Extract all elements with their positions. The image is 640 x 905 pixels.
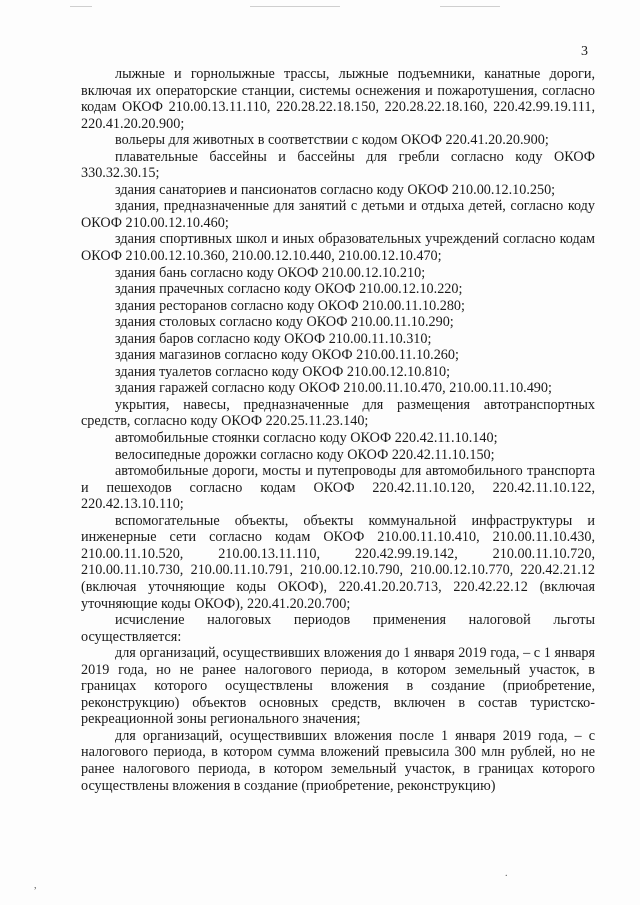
paragraph-parking: автомобильные стоянки согласно коду ОКОФ 220.42.11.10.140; — [115, 430, 498, 447]
paragraph-animal-enclosures: вольеры для животных в соответствии с кодом ОКОФ 220.41.20.20.900; — [115, 132, 549, 149]
paragraph-after-2019: для организаций, осуществивших вложения после 1 января 2019 года, – с налогового периода, в котором сумма вложений превысила 300 млн рублей, но не ранее налогового периода, в котором земельный участок, в границах которого осуществлены вложения в создание (приобретение, реконструкцию) — [81, 727, 595, 794]
paragraph-toilets: здания туалетов согласно коду ОКОФ 210.00.12.10.810; — [115, 363, 451, 380]
paragraph-laundries: здания прачечных согласно коду ОКОФ 210.00.12.10.220; — [115, 281, 463, 298]
paragraph-auxiliary-objects: вспомогательные объекты, объекты коммунальной инфраструктуры и инженерные сети согласно кодам ОКОФ 210.00.11.10.410, 210.00.11.10.430, 210.00.11.10.520, 210.00.13.11.110, 220.42.99.19.142, 210.00.11.10.720, 210.00.11.10.730, 210.00.11.10.791, 210.00.12.10.790, 210.00.12.10.770, 220.42.21.12 (включая уточняющие коды ОКОФ), 220.41.20.20.713, 220.42.22.12 (включая уточняющие коды ОКОФ), 220.41.20.20.700; — [81, 512, 595, 612]
paragraph-shops: здания магазинов согласно коду ОКОФ 210.00.11.10.260; — [115, 347, 459, 364]
paragraph-roads: автомобильные дороги, мосты и путепроводы для автомобильного транспорта и пешеходов согласно кодам ОКОФ 220.42.11.10.120, 220.42.11.10.122, 220.42.13.10.110; — [81, 463, 595, 513]
paragraph-bike-paths: велосипедные дорожки согласно коду ОКОФ 220.42.11.10.150; — [115, 446, 495, 463]
paragraph-children-buildings: здания, предназначенные для занятий с детьми и отдыха детей, согласно коду ОКОФ 210.00.12.10.460; — [81, 198, 595, 231]
paragraph-bars: здания баров согласно коду ОКОФ 210.00.11.10.310; — [115, 330, 432, 347]
page-number: 3 — [581, 44, 588, 59]
scan-artifact-top-right — [440, 6, 500, 7]
paragraph-pools: плавательные бассейны и бассейны для гребли согласно коду ОКОФ 330.32.30.15; — [81, 148, 595, 182]
paragraph-ski-tracks: лыжные и горнолыжные трассы, лыжные подъемники, канатные дороги, включая их операторские станции, системы оснежения и пожаротушения, согласно кодам ОКОФ 210.00.13.11.110, 220.28.22.18.150, 220.28.22.18.160, 220.42.99.19.111, 220.41.20.20.900; — [81, 66, 595, 132]
paragraph-before-2019: для организаций, осуществивших вложения до 1 января 2019 года, – с 1 января 2019 года, но не ранее налогового периода, в котором земельный участок, в границах которого осуществлены вложения в создание (приобретение, реконструкцию) объектов основных средств, включен в состав туристско-рекреационной зоны регионального значения; — [81, 645, 595, 728]
paragraph-sanatoriums: здания санаториев и пансионатов согласно коду ОКОФ 210.00.12.10.250; — [115, 181, 556, 198]
scan-artifact-top-mid — [250, 6, 340, 7]
scan-artifact-bottom-mid: . — [505, 868, 508, 879]
document-body — [81, 66, 595, 794]
paragraph-restaurants: здания ресторанов согласно коду ОКОФ 210.00.11.10.280; — [115, 297, 465, 314]
paragraph-tax-periods: исчисление налоговых периодов применения налоговой льготы осуществляется: — [81, 612, 595, 645]
scan-artifact-bottom-left: , — [34, 880, 37, 891]
paragraph-garages: здания гаражей согласно коду ОКОФ 210.00.11.10.470, 210.00.11.10.490; — [115, 380, 552, 397]
scan-artifact-top-left — [70, 6, 92, 7]
paragraph-shelters: укрытия, навесы, предназначенные для размещения автотранспортных средств, согласно коду ОКОФ 220.25.11.23.140; — [81, 396, 595, 430]
paragraph-canteens: здания столовых согласно коду ОКОФ 210.00.11.10.290; — [115, 314, 454, 331]
paragraph-baths: здания бань согласно коду ОКОФ 210.00.12.10.210; — [115, 264, 426, 281]
paragraph-sports-schools: здания спортивных школ и иных образовательных учреждений согласно кодам ОКОФ 210.00.12.10.360, 210.00.12.10.440, 210.00.12.10.470; — [81, 231, 595, 265]
